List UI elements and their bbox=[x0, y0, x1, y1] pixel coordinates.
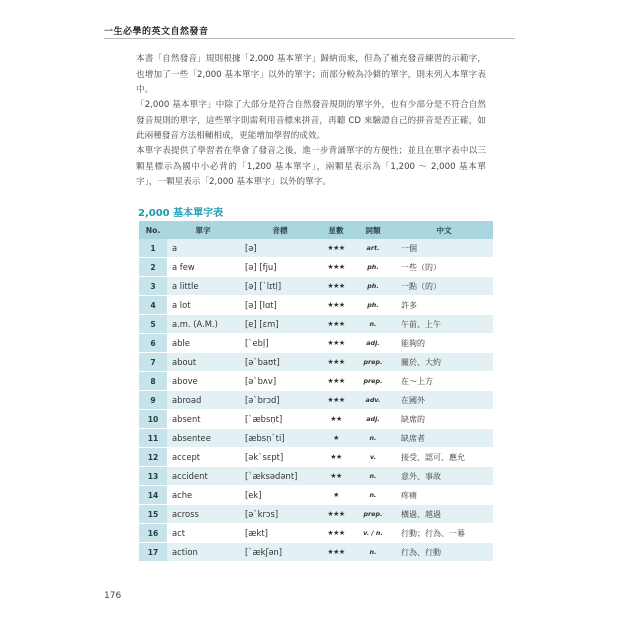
col-header-no: No. bbox=[139, 221, 167, 239]
row-word: absent bbox=[167, 410, 239, 429]
table-row bbox=[139, 448, 493, 467]
table-body bbox=[139, 239, 493, 562]
row-ipa: [ek] bbox=[239, 486, 321, 505]
row-word: a.m. (A.M.) bbox=[167, 315, 239, 334]
col-header-pos: 詞類 bbox=[351, 221, 395, 239]
row-pos: prep. bbox=[351, 353, 395, 372]
row-ipa: [ˋæksədənt] bbox=[239, 467, 321, 486]
row-word: action bbox=[167, 543, 239, 562]
row-stars: ★★★ bbox=[321, 391, 351, 410]
row-stars: ★ bbox=[321, 486, 351, 505]
row-stars: ★ bbox=[321, 429, 351, 448]
row-no: 10 bbox=[139, 410, 167, 429]
page-number: 176 bbox=[104, 591, 122, 601]
row-word: about bbox=[167, 353, 239, 372]
row-zh: 接受、認可、應允 bbox=[395, 448, 493, 467]
row-pos: prep. bbox=[351, 505, 395, 524]
row-stars: ★★★ bbox=[321, 277, 351, 296]
table-row bbox=[139, 239, 493, 258]
intro-paragraph-1: 本書「自然發音」規則根據「2,000 基本單字」歸納而來，但為了補充發音練習的示範字，也增加了一些「2,000 基本單字」以外的單字；而部分較為冷僻的單字，則未列入本單字表中。 bbox=[136, 54, 486, 95]
row-word: accept bbox=[167, 448, 239, 467]
table-row bbox=[139, 353, 493, 372]
row-word: a bbox=[167, 239, 239, 258]
row-ipa: [ˋæbsṇt] bbox=[239, 410, 321, 429]
row-zh: 關於、大約 bbox=[395, 353, 493, 372]
row-pos: n. bbox=[351, 429, 395, 448]
row-no: 16 bbox=[139, 524, 167, 543]
row-no: 1 bbox=[139, 239, 167, 258]
col-header-zh: 中文 bbox=[395, 221, 493, 239]
row-pos: prep. bbox=[351, 372, 395, 391]
row-word: a few bbox=[167, 258, 239, 277]
row-zh: 一點（的） bbox=[395, 277, 493, 296]
row-no: 11 bbox=[139, 429, 167, 448]
row-ipa: [ˋebḷ] bbox=[239, 334, 321, 353]
row-pos: art. bbox=[351, 239, 395, 258]
row-stars: ★★ bbox=[321, 448, 351, 467]
row-word: able bbox=[167, 334, 239, 353]
word-table bbox=[139, 221, 493, 562]
row-stars: ★★ bbox=[321, 410, 351, 429]
row-zh: 缺席者 bbox=[395, 429, 493, 448]
row-pos: adj. bbox=[351, 410, 395, 429]
table-row bbox=[139, 467, 493, 486]
row-zh: 疼痛 bbox=[395, 486, 493, 505]
row-zh: 缺席的 bbox=[395, 410, 493, 429]
table-row bbox=[139, 391, 493, 410]
row-word: a little bbox=[167, 277, 239, 296]
row-zh: 能夠的 bbox=[395, 334, 493, 353]
row-no: 14 bbox=[139, 486, 167, 505]
row-pos: adj. bbox=[351, 334, 395, 353]
table-row bbox=[139, 524, 493, 543]
row-pos: n. bbox=[351, 543, 395, 562]
row-stars: ★★★ bbox=[321, 296, 351, 315]
table-row bbox=[139, 410, 493, 429]
row-pos: ph. bbox=[351, 296, 395, 315]
row-pos: ph. bbox=[351, 277, 395, 296]
row-word: act bbox=[167, 524, 239, 543]
row-zh: 行為、行動 bbox=[395, 543, 493, 562]
row-zh: 午前、上午 bbox=[395, 315, 493, 334]
row-no: 7 bbox=[139, 353, 167, 372]
row-ipa: [æbsṇˋti] bbox=[239, 429, 321, 448]
table-row bbox=[139, 277, 493, 296]
table-row bbox=[139, 334, 493, 353]
col-header-word: 單字 bbox=[167, 221, 239, 239]
row-ipa: [əˋkrɔs] bbox=[239, 505, 321, 524]
row-zh: 一些（的） bbox=[395, 258, 493, 277]
row-stars: ★★★ bbox=[321, 315, 351, 334]
row-no: 4 bbox=[139, 296, 167, 315]
row-stars: ★★★ bbox=[321, 372, 351, 391]
row-ipa: [e] [ɛm] bbox=[239, 315, 321, 334]
row-stars: ★★★ bbox=[321, 524, 351, 543]
row-zh: 許多 bbox=[395, 296, 493, 315]
row-ipa: [əˋbʌv] bbox=[239, 372, 321, 391]
row-ipa: [ækt] bbox=[239, 524, 321, 543]
table-row bbox=[139, 505, 493, 524]
row-no: 13 bbox=[139, 467, 167, 486]
running-header: 一生必學的英文自然發音 bbox=[104, 27, 209, 37]
col-header-ipa: 音標 bbox=[239, 221, 321, 239]
row-pos: v. / n. bbox=[351, 524, 395, 543]
row-no: 17 bbox=[139, 543, 167, 562]
row-no: 6 bbox=[139, 334, 167, 353]
row-ipa: [əˋbaʊt] bbox=[239, 353, 321, 372]
row-ipa: [əˋbrɔd] bbox=[239, 391, 321, 410]
row-word: a lot bbox=[167, 296, 239, 315]
row-no: 12 bbox=[139, 448, 167, 467]
row-pos: v. bbox=[351, 448, 395, 467]
table-row bbox=[139, 429, 493, 448]
row-zh: 橫過、越過 bbox=[395, 505, 493, 524]
row-stars: ★★★ bbox=[321, 258, 351, 277]
row-no: 8 bbox=[139, 372, 167, 391]
row-zh: 一個 bbox=[395, 239, 493, 258]
row-stars: ★★★ bbox=[321, 353, 351, 372]
row-pos: n. bbox=[351, 486, 395, 505]
row-ipa: [ə] [lɑt] bbox=[239, 296, 321, 315]
row-pos: n. bbox=[351, 315, 395, 334]
row-ipa: [əkˋsɛpt] bbox=[239, 448, 321, 467]
row-word: above bbox=[167, 372, 239, 391]
row-no: 3 bbox=[139, 277, 167, 296]
row-zh: 意外、事故 bbox=[395, 467, 493, 486]
col-header-stars: 星數 bbox=[321, 221, 351, 239]
row-pos: n. bbox=[351, 467, 395, 486]
table-row bbox=[139, 543, 493, 562]
row-word: ache bbox=[167, 486, 239, 505]
row-word: accident bbox=[167, 467, 239, 486]
row-no: 9 bbox=[139, 391, 167, 410]
table-row bbox=[139, 486, 493, 505]
row-no: 2 bbox=[139, 258, 167, 277]
intro-paragraph-3: 本單字表提供了學習者在學會了發音之後，進一步背誦單字的方便性；並且在單字表中以三顆星標示為國中小必背的「1,200 基本單字」，兩顆星表示為「1,200 ～ 2,000 基本單字」，一顆星表示「2,000 基本單字」以外的單字。 bbox=[136, 146, 486, 187]
intro-paragraph-2: 「2,000 基本單字」中除了大部分是符合自然發音規則的單字外，也有少部分是不符合自然發音規則的單字，這些單字則需利用音標來拼音，再聽 CD 來驗證自己的拼音是否正確，如此兩種發音方法相輔相成，更能增加學習的成效。 bbox=[136, 100, 486, 141]
row-ipa: [ə] bbox=[239, 239, 321, 258]
table-row bbox=[139, 315, 493, 334]
row-stars: ★★★ bbox=[321, 543, 351, 562]
row-pos: ph. bbox=[351, 258, 395, 277]
row-no: 5 bbox=[139, 315, 167, 334]
row-stars: ★★★ bbox=[321, 505, 351, 524]
table-row bbox=[139, 372, 493, 391]
table-header-row bbox=[139, 221, 493, 239]
row-zh: 在～上方 bbox=[395, 372, 493, 391]
row-ipa: [ə] [fju] bbox=[239, 258, 321, 277]
row-ipa: [ˋækʃən] bbox=[239, 543, 321, 562]
section-title: 2,000 基本單字表 bbox=[138, 208, 224, 219]
header-divider bbox=[104, 38, 515, 39]
table-row bbox=[139, 296, 493, 315]
row-word: across bbox=[167, 505, 239, 524]
row-word: abroad bbox=[167, 391, 239, 410]
row-pos: adv. bbox=[351, 391, 395, 410]
row-stars: ★★★ bbox=[321, 239, 351, 258]
table-row bbox=[139, 258, 493, 277]
row-word: absentee bbox=[167, 429, 239, 448]
row-no: 15 bbox=[139, 505, 167, 524]
row-zh: 行動；行為、一幕 bbox=[395, 524, 493, 543]
row-ipa: [ə] [ˋlɪtḷ] bbox=[239, 277, 321, 296]
row-zh: 在國外 bbox=[395, 391, 493, 410]
row-stars: ★★★ bbox=[321, 334, 351, 353]
row-stars: ★★ bbox=[321, 467, 351, 486]
